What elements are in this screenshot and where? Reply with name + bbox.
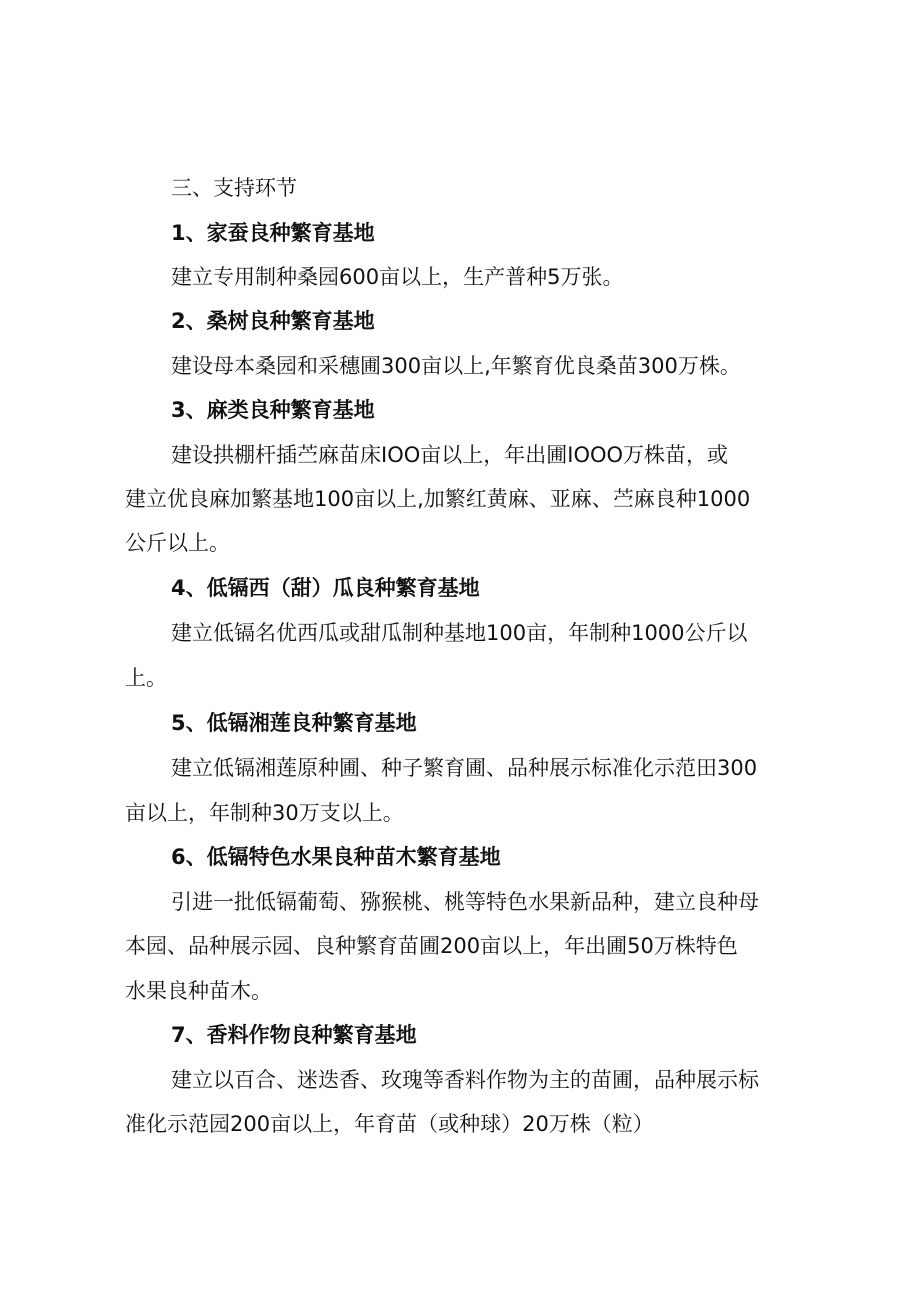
item-2-heading: 2、桑树良种繁育基地	[171, 309, 375, 333]
item-5-text-line-1: 建立低镉湘莲原种圃、种子繁育圃、品种展示标准化示范田300	[171, 756, 758, 780]
item-6-text-line-2: 本园、品种展示园、良种繁育苗圃200亩以上，年出圃50万株特色	[125, 934, 738, 958]
item-4-text-line-2: 上。	[125, 666, 167, 690]
item-6-text-line-1: 引进一批低镉葡萄、猕猴桃、桃等特色水果新品种，建立良种母	[171, 890, 759, 914]
item-5-heading: 5、低镉湘莲良种繁育基地	[171, 711, 417, 735]
item-4-heading: 4、低镉西（甜）瓜良种繁育基地	[171, 576, 480, 600]
section-title: 三、支持环节	[171, 176, 297, 200]
item-7-text-line-1: 建立以百合、迷迭香、玫瑰等香料作物为主的苗圃，品种展示标	[171, 1068, 759, 1092]
item-6-heading: 6、低镉特色水果良种苗木繁育基地	[171, 845, 501, 869]
item-3-text-line-1: 建设拱棚杆插苎麻苗床IOO亩以上，年出圃IOOO万株苗，或	[171, 443, 729, 467]
item-1-heading: 1、家蚕良种繁育基地	[171, 221, 375, 245]
item-5-text-line-2: 亩以上，年制种30万支以上。	[125, 801, 404, 825]
item-2-text-line-1: 建设母本桑园和采穗圃300亩以上,年繁育优良桑苗300万株。	[171, 354, 741, 378]
item-7-text-line-2: 准化示范园200亩以上，年育苗（或种球）20万株（粒）	[125, 1112, 654, 1136]
item-1-text-line-1: 建立专用制种桑园600亩以上，生产普种5万张。	[171, 265, 624, 289]
item-3-text-line-3: 公斤以上。	[125, 531, 230, 555]
item-4-text-line-1: 建立低镉名优西瓜或甜瓜制种基地100亩，年制种1000公斤以	[171, 621, 748, 645]
item-6-text-line-3: 水果良种苗木。	[125, 979, 272, 1003]
item-3-text-line-2: 建立优良麻加繁基地100亩以上,加繁红黄麻、亚麻、苎麻良种1000	[125, 487, 751, 511]
item-3-heading: 3、麻类良种繁育基地	[171, 398, 375, 422]
item-7-heading: 7、香料作物良种繁育基地	[171, 1023, 417, 1047]
